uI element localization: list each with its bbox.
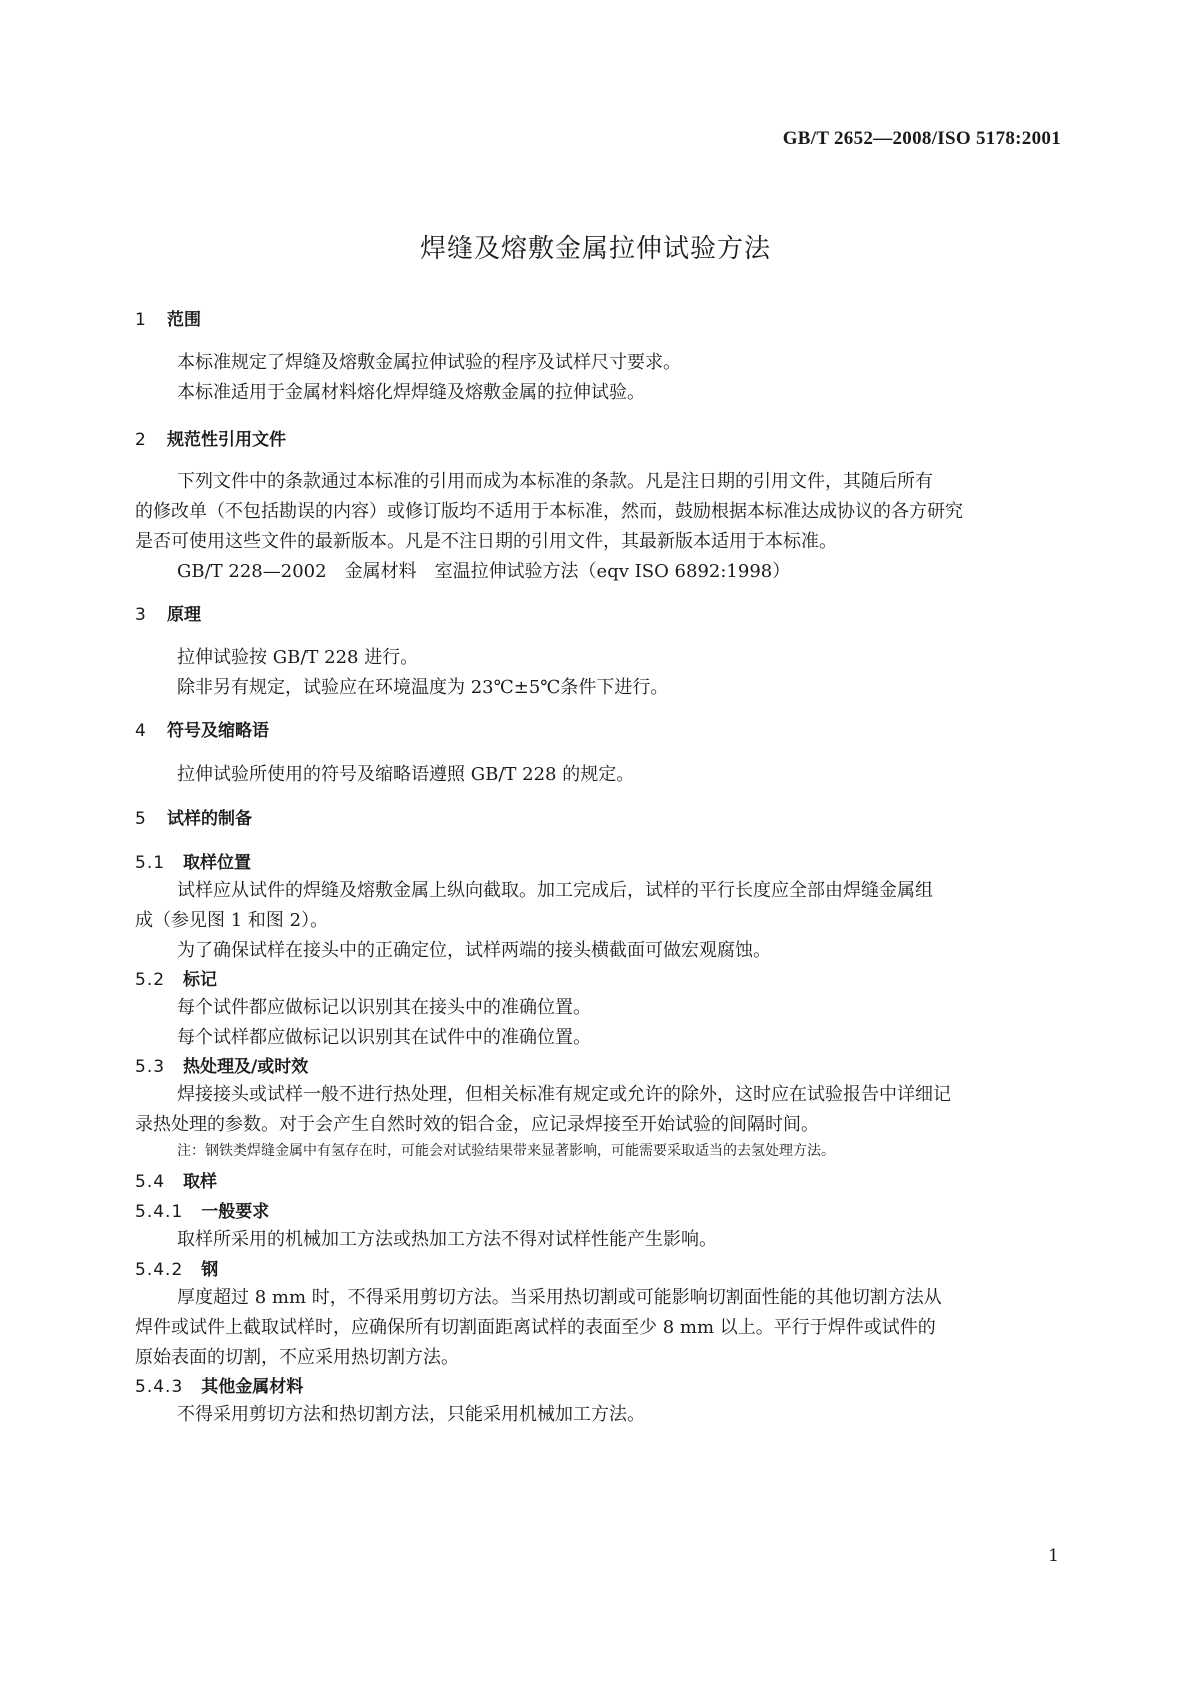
- section-number: 5: [135, 809, 146, 829]
- subsection-number: 5.4.3: [135, 1377, 184, 1397]
- section-number: 3: [135, 605, 146, 625]
- paragraph-line: 原始表面的切割，不应采用热切割方法。: [135, 1347, 459, 1368]
- subsection-5-4-2-heading: [135, 1255, 218, 1280]
- subsection-5-1-heading: [135, 848, 251, 873]
- paragraph-line: 本标准适用于金属材料熔化焊焊缝及熔敷金属的拉伸试验。: [177, 382, 645, 403]
- paragraph-line: 焊接接头或试样一般不进行热处理，但相关标准有规定或允许的除外，这时应在试验报告中详细记: [177, 1084, 951, 1105]
- paragraph-line: 厚度超过 8 mm 时，不得采用剪切方法。当采用热切割或可能影响切割面性能的其他切割方法从: [177, 1287, 942, 1308]
- document-title: 焊缝及熔敷金属拉伸试验方法: [419, 234, 771, 264]
- paragraph-line: 每个试件都应做标记以识别其在接头中的准确位置。: [177, 997, 591, 1018]
- paragraph-line: 是否可使用这些文件的最新版本。凡是不注日期的引用文件，其最新版本适用于本标准。: [135, 531, 837, 552]
- section-3-heading: [135, 600, 201, 625]
- paragraph-line: 为了确保试样在接头中的正确定位，试样两端的接头横截面可做宏观腐蚀。: [177, 940, 771, 961]
- paragraph-line: 每个试样都应做标记以识别其在试件中的准确位置。: [177, 1027, 591, 1048]
- paragraph-line: 除非另有规定，试验应在环境温度为 23℃±5℃条件下进行。: [177, 677, 669, 698]
- subsection-5-3-heading: [135, 1052, 308, 1077]
- paragraph-line: 焊件或试件上截取试样时，应确保所有切割面距离试样的表面至少 8 mm 以上。平行于焊件或试件的: [135, 1317, 936, 1338]
- section-title: 符号及缩略语: [167, 721, 269, 741]
- section-number: 2: [135, 430, 146, 450]
- paragraph-line: 成（参见图 1 和图 2）。: [135, 910, 329, 931]
- subsection-number: 5.2: [135, 970, 166, 990]
- section-2-heading: [135, 425, 286, 450]
- paragraph-line: 试样应从试件的焊缝及熔敷金属上纵向截取。加工完成后，试样的平行长度应全部由焊缝金属组: [177, 880, 933, 901]
- page-number: 1: [1048, 1546, 1059, 1566]
- subsection-5-4-1-heading: [135, 1197, 269, 1222]
- section-number: 1: [135, 310, 146, 330]
- subsection-title: 热处理及/或时效: [183, 1057, 309, 1077]
- section-1-heading: [135, 305, 201, 330]
- section-title: 试样的制备: [167, 809, 252, 829]
- subsection-5-2-heading: [135, 965, 217, 990]
- note: 注：钢铁类焊缝金属中有氢存在时，可能会对试验结果带来显著影响，可能需要采取适当的去氢处理方法。: [177, 1143, 835, 1159]
- subsection-title: 标记: [183, 970, 218, 990]
- paragraph-line: 本标准规定了焊缝及熔敷金属拉伸试验的程序及试样尺寸要求。: [177, 352, 681, 373]
- subsection-title: 取样: [183, 1172, 218, 1192]
- paragraph-line: 录热处理的参数。对于会产生自然时效的铝合金，应记录焊接至开始试验的间隔时间。: [135, 1114, 819, 1135]
- normative-reference: GB/T 228—2002 金属材料 室温拉伸试验方法（eqv ISO 6892:1998）: [177, 561, 791, 582]
- section-title: 规范性引用文件: [167, 430, 286, 450]
- section-5-heading: [135, 804, 252, 829]
- section-title: 范围: [167, 310, 201, 330]
- subsection-number: 5.4.2: [135, 1260, 184, 1280]
- paragraph-line: 拉伸试验所使用的符号及缩略语遵照 GB/T 228 的规定。: [177, 764, 635, 785]
- paragraph-line: 下列文件中的条款通过本标准的引用而成为本标准的条款。凡是注日期的引用文件，其随后所有: [177, 471, 933, 492]
- section-title: 原理: [167, 605, 201, 625]
- section-4-heading: [135, 716, 269, 741]
- subsection-title: 一般要求: [201, 1202, 270, 1222]
- subsection-title: 其他金属材料: [201, 1377, 304, 1397]
- paragraph-line: 取样所采用的机械加工方法或热加工方法不得对试样性能产生影响。: [177, 1229, 717, 1250]
- standard-code: GB/T 2652—2008/ISO 5178:2001: [782, 128, 1061, 149]
- section-number: 4: [135, 721, 146, 741]
- subsection-number: 5.1: [135, 853, 166, 873]
- subsection-number: 5.4.1: [135, 1202, 184, 1222]
- subsection-number: 5.4: [135, 1172, 166, 1192]
- subsection-5-4-3-heading: [135, 1372, 303, 1397]
- paragraph-line: 拉伸试验按 GB/T 228 进行。: [177, 647, 419, 668]
- paragraph-line: 的修改单（不包括勘误的内容）或修订版均不适用于本标准，然而，鼓励根据本标准达成协议的各方研究: [135, 501, 963, 522]
- paragraph-line: 不得采用剪切方法和热切割方法，只能采用机械加工方法。: [177, 1404, 645, 1425]
- subsection-title: 钢: [201, 1260, 219, 1280]
- subsection-5-4-heading: [135, 1167, 217, 1192]
- subsection-title: 取样位置: [183, 853, 252, 873]
- subsection-number: 5.3: [135, 1057, 166, 1077]
